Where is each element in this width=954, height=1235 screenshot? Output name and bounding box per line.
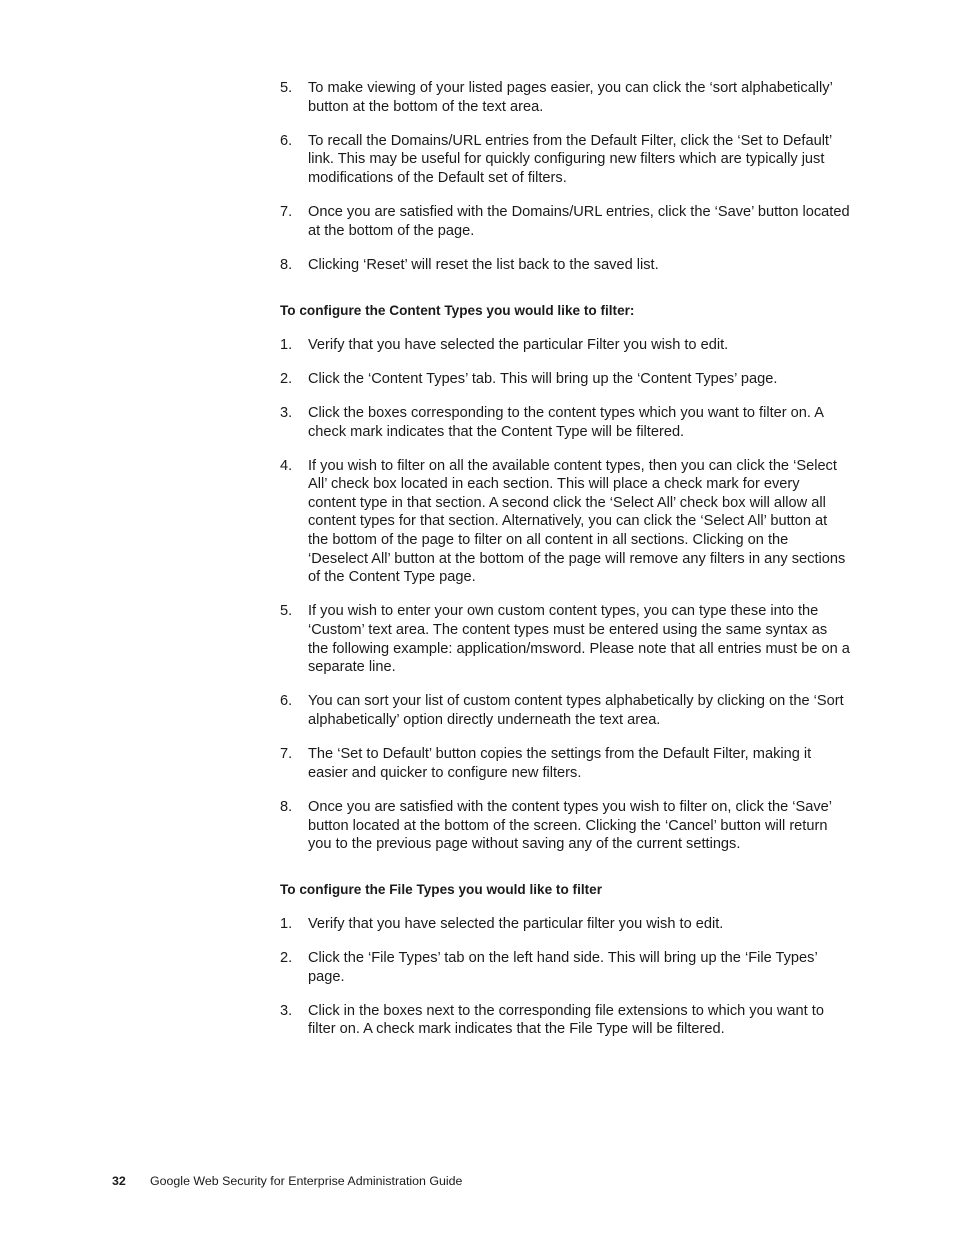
step-number: 1. [280, 915, 293, 932]
page-number: 32 [112, 1174, 126, 1188]
step-number: 7. [280, 746, 293, 763]
list-item [280, 1002, 850, 1039]
list-item [280, 602, 850, 676]
step-text: Click the ‘Content Types’ tab. This will bring up the ‘Content Types’ page. [308, 370, 778, 387]
step-text: Verify that you have selected the particular filter you wish to edit. [308, 915, 724, 932]
step-number: 6. [280, 693, 293, 710]
file-types-heading: To configure the File Types you would like to filter [280, 881, 602, 897]
list-item [280, 79, 850, 116]
domains-url-steps-continued [280, 79, 850, 275]
file-types-steps [280, 915, 850, 1039]
step-number: 1. [280, 336, 293, 353]
step-text: The ‘Set to Default’ button copies the settings from the Default Filter, making it easier and quicker to configure new filters. [308, 746, 812, 781]
step-text: Click in the boxes next to the corresponding file extensions to which you want to filter on. A check mark indicates that the File Type will be filtered. [308, 1002, 824, 1038]
step-text: To recall the Domains/URL entries from the Default Filter, click the ‘Set to Default’ link. This may be useful for quickly configuring new filters which are typically just modifications of the Default set of filters. [308, 132, 832, 186]
step-text: Clicking ‘Reset’ will reset the list back to the saved list. [308, 256, 659, 273]
step-text: Click the ‘File Types’ tab on the left hand side. This will bring up the ‘File Types’ page. [308, 949, 818, 985]
list-item [280, 915, 850, 934]
list-item [280, 692, 850, 729]
step-number: 5. [280, 80, 293, 96]
list-item [280, 132, 850, 188]
step-number: 8. [280, 798, 293, 815]
step-number: 3. [280, 1002, 293, 1019]
step-text: Once you are satisfied with the content types you wish to filter on, click the ‘Save’ button located at the bottom of the screen. Clicking the ‘Cancel’ button will return you to the previous page without saving any of the current settings. [308, 798, 832, 853]
step-text: To make viewing of your listed pages easier, you can click the ‘sort alphabetically’ button at the bottom of the text area. [308, 80, 833, 115]
page-content [280, 79, 850, 1055]
list-item [280, 336, 850, 355]
step-number: 6. [280, 132, 293, 149]
step-number: 4. [280, 457, 293, 474]
step-text: If you wish to filter on all the available content types, then you can click the ‘Select All’ check box located in each section. This will place a check mark for every content type in that section. A second click the ‘Select All’ check box will allow all content types for that section. Alternatively, you can click the ‘Select All’ button at the bottom of the page to filter on all content in all sections. Clicking on the ‘Deselect All’ button at the bottom of the page will remove any filters in any sections of the Content Type page. [308, 457, 846, 586]
list-item [280, 404, 850, 441]
step-text: You can sort your list of custom content types alphabetically by clicking on the ‘Sort alphabetically’ option directly underneath the text area. [308, 693, 844, 728]
step-text: Click the boxes corresponding to the content types which you want to filter on. A check mark indicates that the Content Type will be filtered. [308, 404, 824, 440]
list-item [280, 745, 850, 782]
step-number: 2. [280, 949, 293, 966]
content-types-steps [280, 336, 850, 854]
list-item [280, 370, 850, 389]
page-footer [112, 1173, 462, 1189]
content-types-heading: To configure the Content Types you would like to filter: [280, 302, 635, 318]
step-number: 7. [280, 204, 293, 221]
step-number: 3. [280, 404, 293, 421]
step-text: Once you are satisfied with the Domains/URL entries, click the ‘Save’ button located at the bottom of the page. [308, 204, 850, 239]
list-item [280, 256, 850, 275]
step-number: 2. [280, 370, 293, 387]
step-text: Verify that you have selected the particular Filter you wish to edit. [308, 336, 729, 353]
list-item [280, 798, 850, 854]
step-text: If you wish to enter your own custom content types, you can type these into the ‘Custom’ text area. The content types must be entered using the same syntax as the following example: application/msword. Please note that all entries must be on a separate line. [308, 603, 850, 676]
step-number: 8. [280, 256, 293, 273]
list-item [280, 949, 850, 986]
list-item [280, 203, 850, 240]
step-number: 5. [280, 603, 293, 620]
list-item [280, 457, 850, 587]
document-title: Google Web Security for Enterprise Administration Guide [150, 1174, 463, 1188]
